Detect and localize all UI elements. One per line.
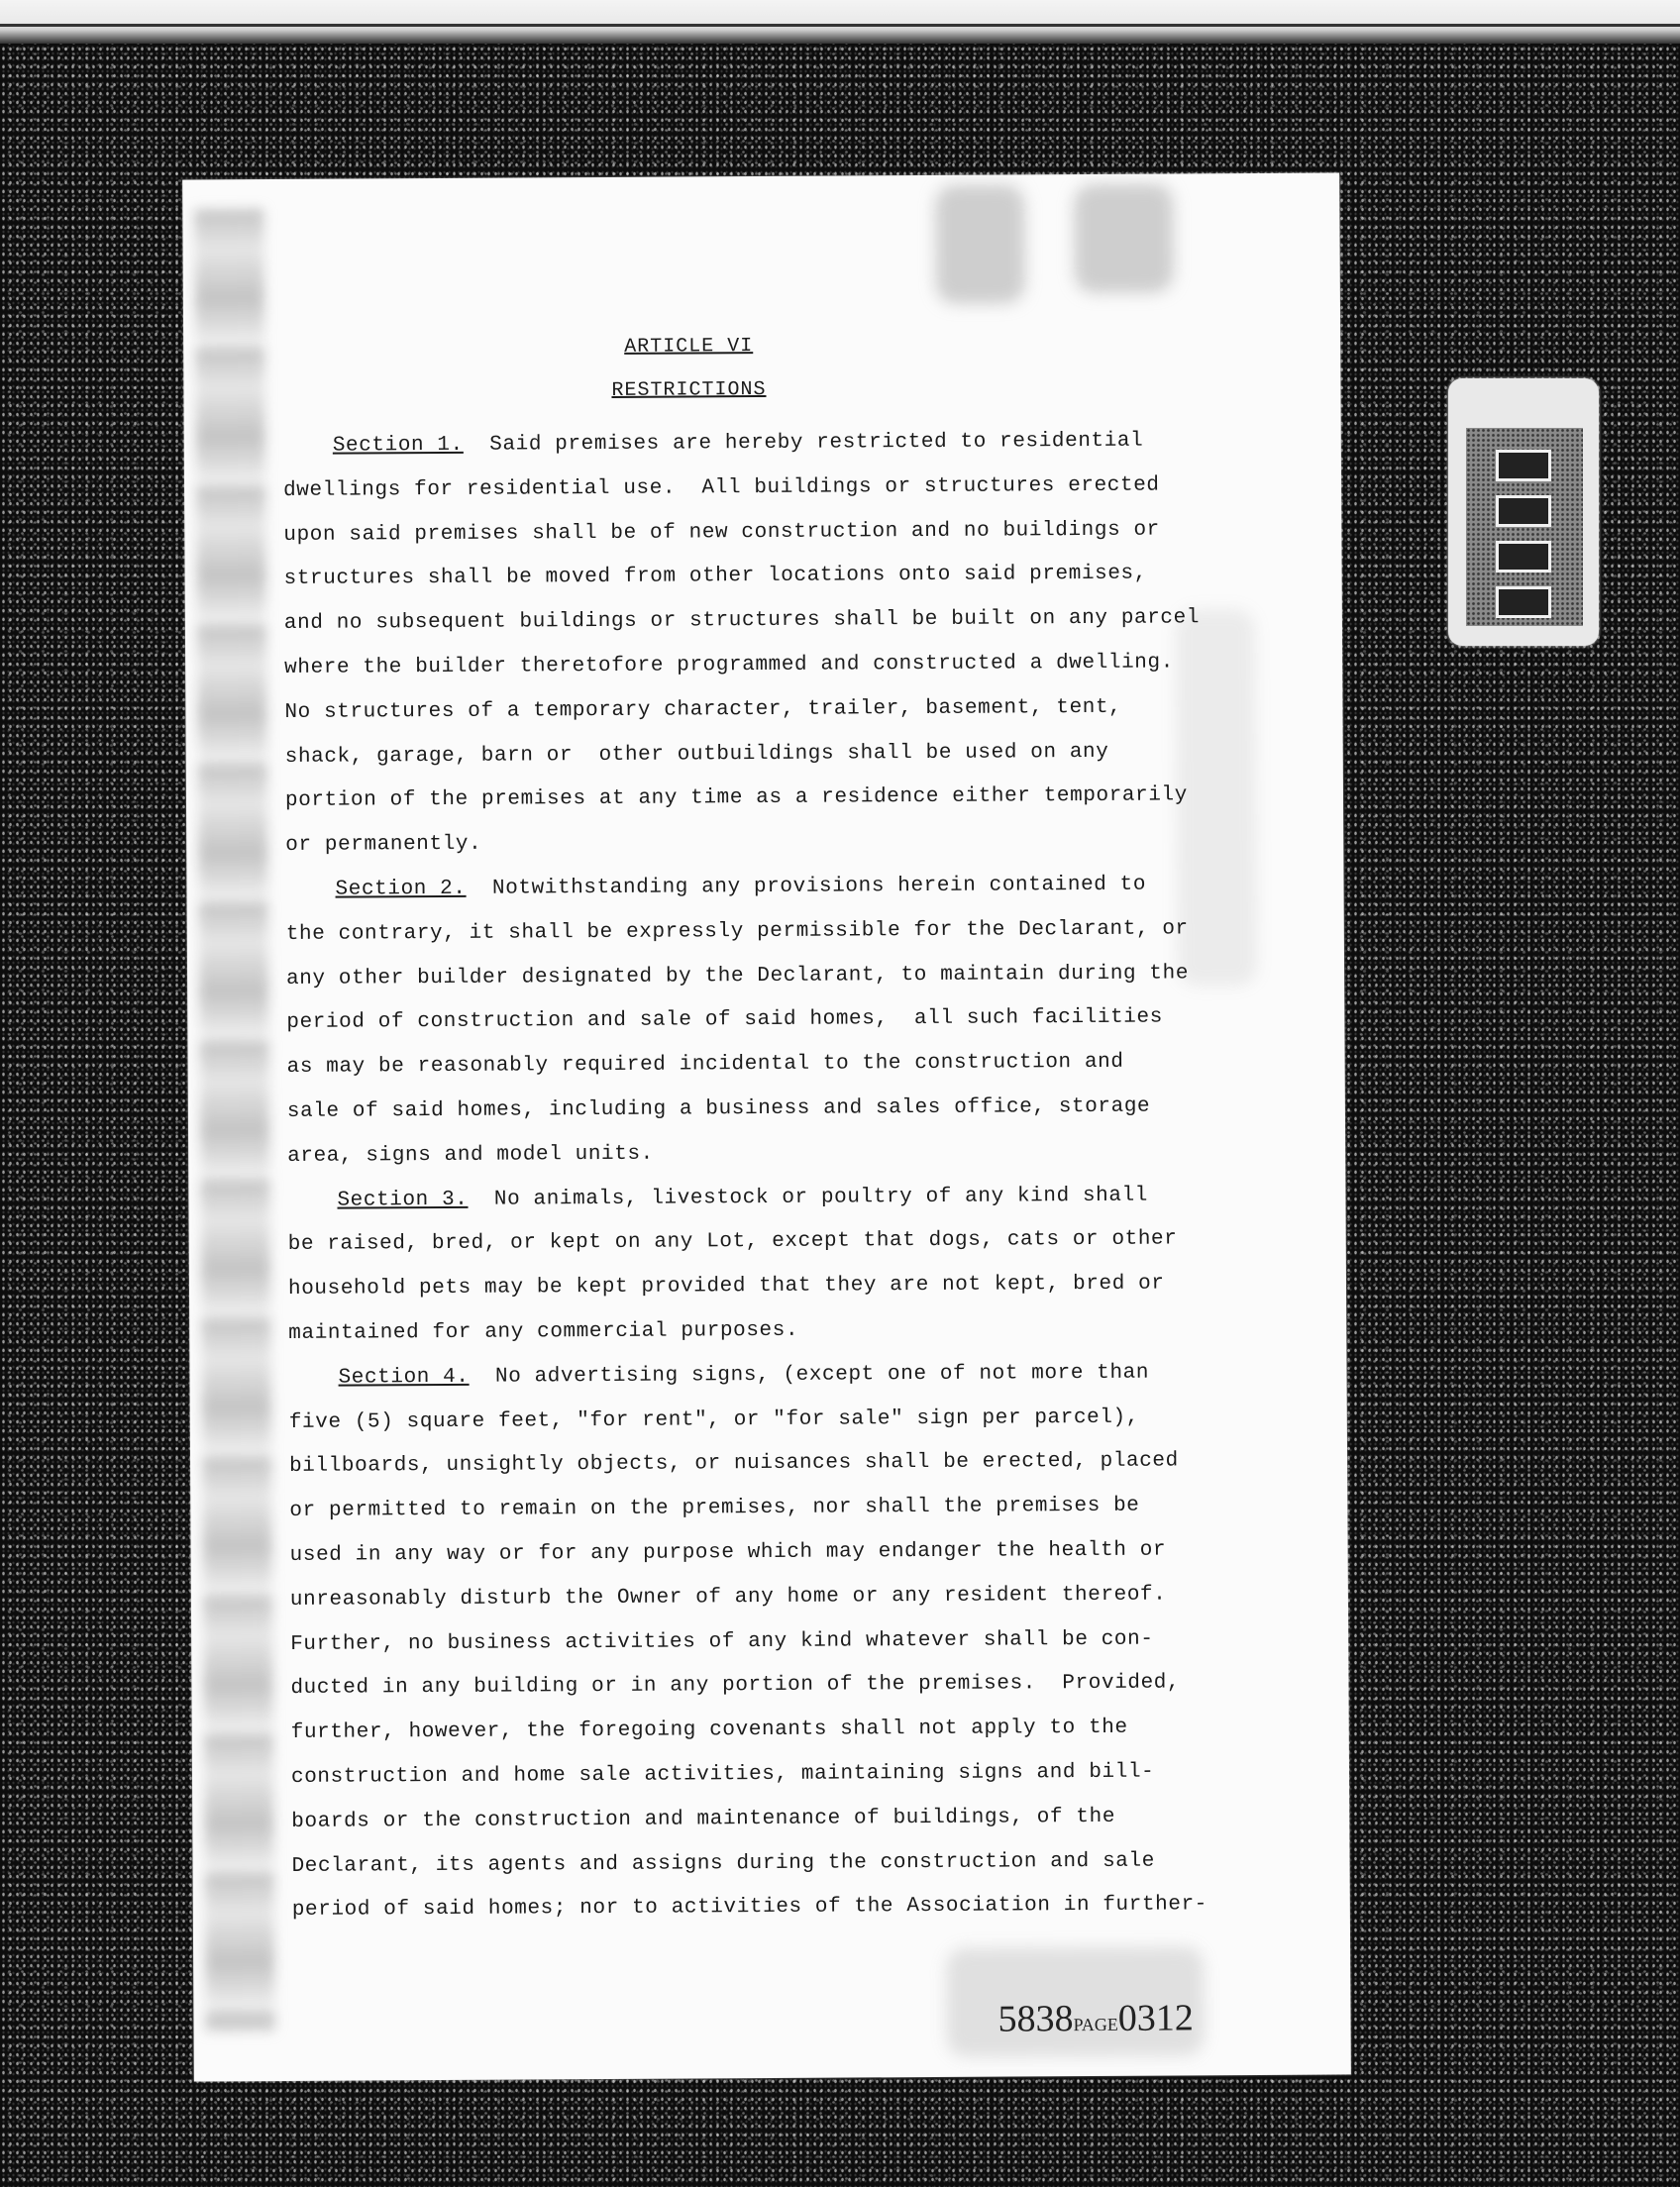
line-text: Notwithstanding any provisions herein contained to bbox=[466, 873, 1147, 900]
body-line bbox=[284, 607, 1200, 636]
line-text: Said premises are hereby restricted to residential bbox=[463, 429, 1144, 457]
body-line bbox=[290, 1583, 1167, 1611]
body-line bbox=[287, 1051, 1124, 1079]
section-heading: Section 1. bbox=[332, 433, 464, 458]
book-number: 5838 bbox=[998, 1998, 1074, 2040]
body-line bbox=[284, 696, 1121, 724]
body-line bbox=[285, 784, 1188, 813]
line-text: No structures of a temporary character, trailer, basement, tent, bbox=[284, 695, 1122, 724]
body-line bbox=[288, 1273, 1165, 1301]
body-line bbox=[285, 833, 481, 857]
line-text: construction and home sale activities, maintaining signs and bill- bbox=[290, 1760, 1155, 1789]
line-text: area, signs and model units. bbox=[287, 1142, 654, 1168]
body-line bbox=[287, 1095, 1150, 1123]
line-text: billboards, unsightly objects, or nuisances shall be erected, placed bbox=[289, 1449, 1179, 1479]
line-text: structures shall be moved from other locations onto said premises, bbox=[283, 563, 1148, 591]
line-text: dwellings for residential use. All buildings or structures erected bbox=[282, 473, 1160, 502]
line-text: shack, garage, barn or other outbuildings shall be used on any bbox=[284, 740, 1109, 769]
section-first-line bbox=[337, 1184, 1148, 1211]
line-text: ducted in any building or in any portion of the premises. Provided, bbox=[290, 1671, 1181, 1701]
line-text: the contrary, it shall be expressly permissible for the Declarant, or bbox=[285, 917, 1189, 946]
body-line bbox=[291, 1717, 1128, 1744]
body-line bbox=[290, 1627, 1153, 1655]
body-line bbox=[290, 1672, 1180, 1700]
line-text: further, however, the foregoing covenants shall not apply to the bbox=[290, 1716, 1128, 1745]
side-tape-slot bbox=[1496, 586, 1551, 618]
section-heading: Section 4. bbox=[338, 1365, 470, 1390]
body-line bbox=[285, 740, 1109, 768]
line-text: used in any way or for any purpose which may endanger the health or bbox=[289, 1538, 1167, 1567]
line-text: or permanently. bbox=[285, 832, 482, 858]
line-text: unreasonably disturb the Owner of any home or any resident thereof. bbox=[289, 1583, 1167, 1612]
page-number: 0312 bbox=[1117, 1997, 1194, 2039]
line-text: five (5) square feet, "for rent", or "for sale" sign per parcel), bbox=[288, 1406, 1140, 1434]
line-text: upon said premises shall be of new construction and no buildings or bbox=[283, 518, 1160, 547]
line-text: where the builder theretofore programmed and constructed a dwelling. bbox=[284, 651, 1174, 679]
section-heading: Section 3. bbox=[337, 1188, 469, 1212]
line-text: No animals, livestock or poultry of any kind shall bbox=[468, 1184, 1149, 1211]
scan-top-rule bbox=[0, 24, 1680, 27]
line-text: period of said homes; nor to activities of the Association in further- bbox=[291, 1893, 1208, 1923]
book-page-stamp bbox=[998, 1996, 1194, 2040]
section-first-line bbox=[333, 430, 1144, 458]
body-line bbox=[291, 1806, 1115, 1833]
body-line bbox=[286, 962, 1189, 990]
section-first-line bbox=[338, 1361, 1149, 1389]
body-line bbox=[284, 651, 1174, 678]
body-line bbox=[286, 1006, 1163, 1034]
line-text: as may be reasonably required incidental to the construction and bbox=[286, 1050, 1124, 1080]
body-line bbox=[286, 917, 1189, 946]
section-heading: Section 2. bbox=[335, 877, 467, 901]
body-line bbox=[291, 1849, 1154, 1877]
page-label: PAGE bbox=[1073, 2014, 1118, 2035]
side-tape-slot bbox=[1496, 450, 1551, 481]
article-title: ARTICLE VI bbox=[624, 335, 754, 359]
line-text: Further, no business activities of any kind whatever shall be con- bbox=[290, 1627, 1154, 1656]
body-line bbox=[284, 563, 1147, 590]
scan-top-edge bbox=[0, 0, 1680, 44]
side-tape-slot bbox=[1496, 541, 1551, 573]
line-text: and no subsequent buildings or structures shall be built on any parcel bbox=[283, 606, 1201, 636]
line-text: period of construction and sale of said homes, all such facilities bbox=[286, 1005, 1163, 1035]
line-text: portion of the premises at any time as a residence either temporarily bbox=[284, 783, 1188, 813]
body-line bbox=[292, 1894, 1208, 1923]
body-line bbox=[290, 1539, 1167, 1567]
line-text: Declarant, its agents and assigns during the construction and sale bbox=[291, 1849, 1155, 1878]
body-line bbox=[291, 1761, 1154, 1789]
side-tape-slot bbox=[1496, 495, 1551, 527]
body-line bbox=[288, 1228, 1178, 1256]
document-body bbox=[182, 172, 1351, 2081]
line-text: household pets may be kept provided that they are not kept, bred or bbox=[287, 1272, 1165, 1302]
line-text: No advertising signs, (except one of not more than bbox=[469, 1361, 1150, 1389]
body-line bbox=[289, 1495, 1139, 1522]
line-text: any other builder designated by the Declarant, to maintain during the bbox=[286, 961, 1190, 990]
document-page bbox=[182, 172, 1351, 2081]
body-line bbox=[283, 518, 1160, 546]
line-text: maintained for any commercial purposes. bbox=[288, 1318, 799, 1345]
side-tape-label bbox=[1448, 378, 1599, 646]
body-line bbox=[288, 1319, 798, 1345]
body-line bbox=[287, 1142, 654, 1167]
section-first-line bbox=[335, 874, 1146, 901]
article-subtitle: RESTRICTIONS bbox=[611, 377, 767, 402]
body-line bbox=[289, 1450, 1179, 1478]
body-line bbox=[289, 1406, 1139, 1433]
body-line bbox=[283, 473, 1160, 501]
line-text: be raised, bred, or kept on any Lot, except that dogs, cats or other bbox=[287, 1227, 1178, 1257]
line-text: sale of said homes, including a business and sales office, storage bbox=[286, 1094, 1151, 1123]
line-text: or permitted to remain on the premises, nor shall the premises be bbox=[289, 1494, 1140, 1523]
line-text: boards or the construction and maintenance of buildings, of the bbox=[291, 1805, 1116, 1833]
